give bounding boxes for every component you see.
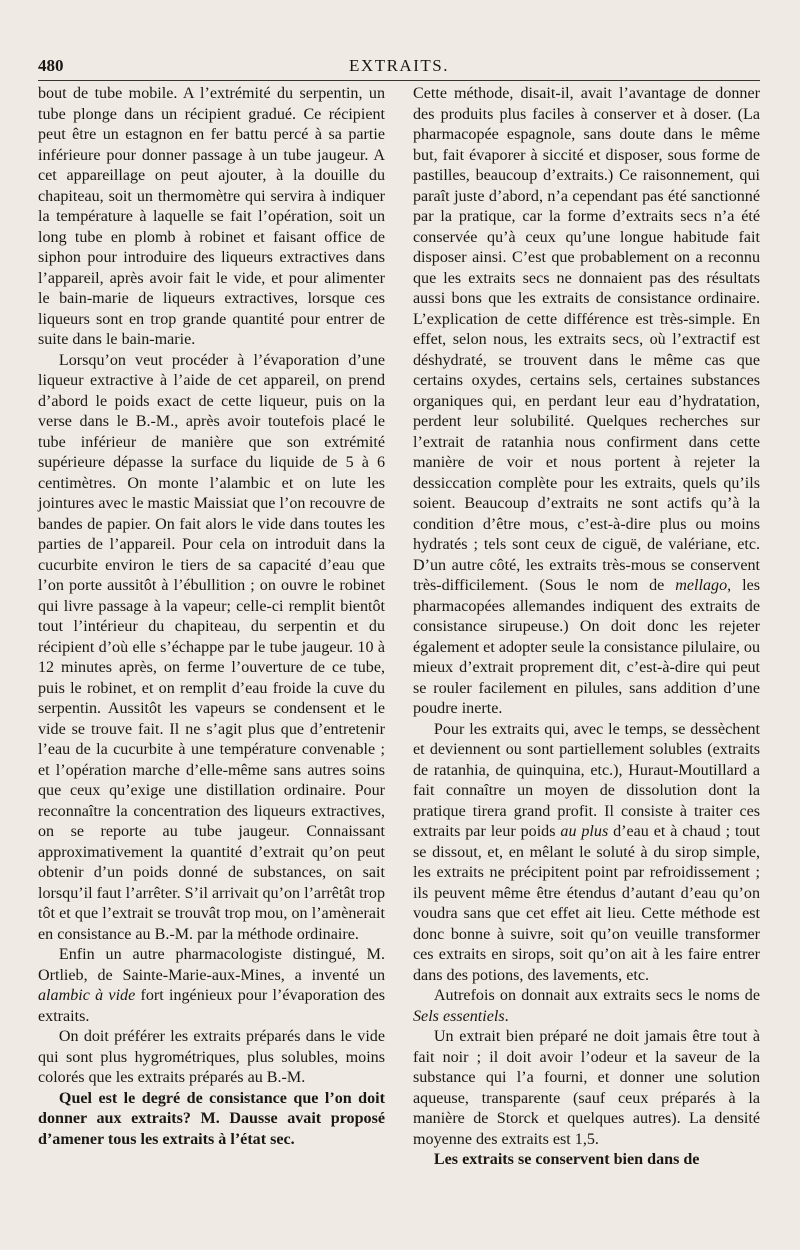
paragraph xyxy=(38,945,385,1027)
paragraph xyxy=(413,84,760,720)
right-column xyxy=(413,84,760,1171)
paragraph: On doit préférer les extraits préparés dans le vide qui sont plus hygrométriques, plus solubles, moins colorés que les extraits préparés au B.-M. xyxy=(38,1028,385,1086)
page-number: 480 xyxy=(38,56,64,75)
text-span: , les pharmacopées allemandes indiquent des extraits de consistance sirupeuse.) On doit donc les rejeter également et adopter seule la consistance pilulaire, ou mieux d’extrait proprement dit, c’est-à-dire qui peut se rouler facilement en pilules, sans addition d’une poudre inerte. xyxy=(413,577,760,717)
text-span: d’eau et à chaud ; tout se dissout, et, en mêlant le soluté à du sirop simple, les extraits ne précipitent point par refroidissement ; ils peuvent même être étendus d’autant d’eau qu’on voudra sans que cet effet ait lieu. Cette méthode est donc bonne à suivre, soit qu’on veuille transformer ces extraits en sirops, soit qu’on ait à les faire entrer dans des potions, des lavements, etc. xyxy=(413,823,760,984)
running-title: EXTRAITS. xyxy=(349,56,449,75)
text-span: Pour les extraits qui, avec le temps, se dessèchent et deviennent ou sont partiellement solubles (extraits de ratanhia, de quinquina, etc.), Huraut-Moutillard a fait connaître un moyen de dissolution dont la pratique tirera grand profit. Il consiste à traiter ces extraits par leur poids xyxy=(413,720,760,840)
text-span: . xyxy=(504,1007,509,1025)
header-rule xyxy=(38,80,760,81)
paragraph: Un extrait bien préparé ne doit jamais être tout à fait noir ; il doit avoir l’odeur et la saveur de la substance qui l’a fourni, et donner une solution aqueuse, transparente (sauf ceux préparés à la manière de Storck et quelques autres). La densité moyenne des extraits est 1,5. xyxy=(413,1028,760,1148)
italic-term: au plus xyxy=(560,823,609,840)
text-span: Enfin un autre pharmacologiste distingué, M. Ortlieb, de Sainte-Marie-aux-Mines, a inventé un xyxy=(38,946,385,984)
paragraph: Quel est le degré de consistance que l’on doit donner aux extraits? M. Dausse avait proposé d’amener tous les extraits à l’état sec. xyxy=(38,1089,385,1148)
paragraph: Lorsqu’on veut procéder à l’évaporation d’une liqueur extractive à l’aide de cet appareil, on prend d’abord le poids exact de cette liqueur, puis on la verse dans le B.-M., après avoir toutefois placé le tube inférieur de manière que son extrémité supérieure dépasse la surface du liquide de 5 à 6 centimètres. On monte l’alambic et on lute les jointures avec le mastic Maissiat que l’on recouvre de bandes de papier. On fait alors le vide dans toutes les parties de l’appareil. Pour cela on introduit dans la cucurbite environ le tiers de sa capacité d’eau que l’on porte aussitôt à l’ébullition ; on ouvre le robinet qui livre passage à la vapeur; celle-ci remplit bientôt tout l’intérieur du chapiteau, du serpentin et du récipient d’où elle s’échappe par le tube jaugeur. 10 à 12 minutes après, on ferme l’ouverture de ce tube, puis le robinet, et on remplit d’eau froide la cuve du serpentin. Aussitôt les vapeurs se condensent et le vide se trouve fait. Il ne s’agit plus que d’entretenir l’eau de la cucurbite à une température convenable ; et l’opération marche d’elle-même sans autres soins que ceux qu’exige une distillation ordinaire. Pour reconnaître la concentration des liqueurs extractives, on se reporte au tube jaugeur. Connaissant approximativement la quantité d’extrait qu’on peut obtenir d’un poids donné de substances, on sait lorsqu’il faut l’arrêter. S’il arrivait qu’on l’arrêtât trop tôt et que l’extrait se trouvât trop mou, on l’amènerait en consistance au B.-M. par la méthode ordinaire. xyxy=(38,351,385,943)
text-span: Autrefois on donnait aux extraits secs le noms de xyxy=(433,987,760,1004)
running-head xyxy=(38,56,760,80)
italic-term: mellago xyxy=(675,577,728,594)
text-span: fort ingénieux pour l’évaporation des extraits. xyxy=(38,987,385,1025)
paragraph: Les extraits se conservent bien dans de xyxy=(433,1151,700,1168)
text-span: Cette méthode, disait-il, avait l’avantage de donner des produits plus faciles à conserver et à doser. (La pharmacopée espagnole, sans doute dans le même but, fait évaporer à siccité et disposer, sous forme de pastilles, beaucoup d’extraits.) Ce raisonnement, qui paraît juste d’abord, n’a cependant pas été sanctionné par la pratique, car la forme d’extraits secs n’a été conservée qu’à ceux qu’une longue habitude fait disposer ainsi. C’est que probablement on a reconnu que les extraits secs ne donnaient pas des résultats aussi bons que les extraits de consistance ordinaire. L’explication de cette différence est très-simple. En effet, selon nous, les extraits secs, où l’extractif est déshydraté, se trouvent dans le même cas que certains oxydes, certains sels, certaines substances organiques qui, en perdant leur eau d’hydratation, perdent leur solubilité. Quelques recherches sur l’extrait de ratanhia nous confirment dans cette manière de voir et nous portent à rejeter la dessiccation complète pour les extraits, quels qu’ils soient. Beaucoup d’extraits ne sont actifs qu’à la condition d’être mous, c’est-à-dire plus ou moins hydratés ; tels sont ceux de ciguë, de valériane, etc. D’un autre côté, les extraits très-mous se conservent très-difficilement. (Sous le nom de xyxy=(413,85,760,594)
italic-term: Sels essentiels xyxy=(413,1007,505,1025)
italic-term: alambic à vide xyxy=(38,987,136,1004)
left-column xyxy=(38,84,385,1150)
paragraph xyxy=(413,720,760,987)
paragraph: bout de tube mobile. A l’extrémité du serpentin, un tube plonge dans un récipient gradué. Ce récipient peut être un estagnon en fer battu percé à sa partie inférieure pour donner passage à un tube jaugeur. A cet appareillage on peut ajouter, à la douille du chapiteau, soit un thermomètre qui servira à indiquer la température à laquelle se fait l’opération, soit un long tube en plomb à robinet et faisant office de siphon pour introduire des liqueurs extractives dans l’appareil, après avoir fait le vide, et pour alimenter le bain-marie de liqueurs extractives, lorsque ces liqueurs sont en trop grande quantité pour entrer de suite dans le bain-marie. xyxy=(38,85,385,348)
paragraph xyxy=(413,986,760,1027)
